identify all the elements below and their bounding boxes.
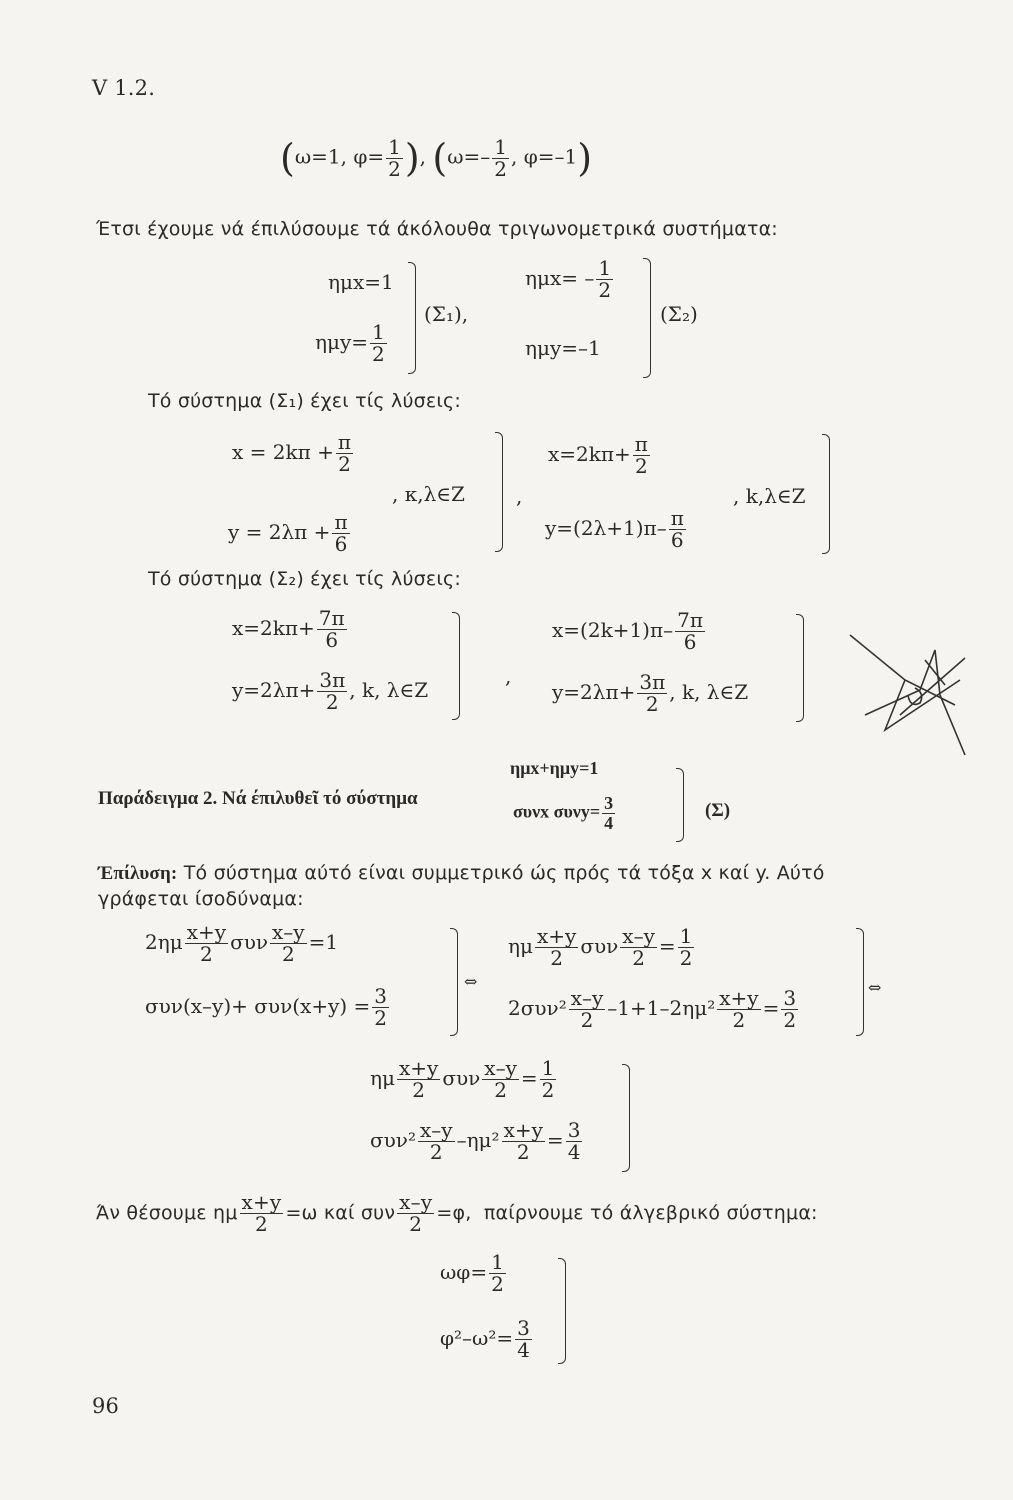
omega-phi-pairs: (ω=1, φ= $\frac{1}{2}$ ), (ω=– $\frac{1}{2}$ , φ=–1) <box>280 134 593 181</box>
s1-line1: ημx=1 <box>328 270 394 294</box>
eqB-line2: 2συν² $\frac{x-y}{2}$ –1+1–2ημ² $\frac{x+y}{2}$ = $\frac{3}{2}$ <box>508 986 797 1032</box>
alg-brace <box>558 1258 566 1364</box>
eqC-line2: συν² $\frac{x-y}{2}$ –ημ² $\frac{x+y}{2}$ = $\frac{3}{4}$ <box>370 1118 581 1164</box>
solution-line1: Έπίλυση: Τό σύστημα αύτό είναι συμμετρικό ώς πρός τά τόξα x καί y. Αύτό <box>98 862 825 884</box>
solution-line2: γράφεται ίσοδύναμα: <box>98 888 304 910</box>
sol2b-x: x=(2k+1)π– $\frac{7\pi}{6}$ <box>552 608 703 654</box>
s2-label: (Σ₂) <box>660 302 698 326</box>
sol2-sep-comma: , <box>505 664 512 688</box>
ex-line2: συνx συνy= $\frac{3}{4}$ <box>513 793 614 833</box>
eqA-line1: 2ημ $\frac{x+y}{2}$ συν $\frac{x-y}{2}$ =1 <box>145 920 339 966</box>
sys2-intro: Τό σύστημα (Σ₂) έχει τίς λύσεις: <box>148 568 461 590</box>
ex-brace <box>676 768 684 842</box>
substitution-line: Άν θέσουμε ημ $\frac{x+y}{2}$ =ω καί συν $\frac{x-y}{2}$ =φ, παίρνουμε τό άλγεβρικό σύστημα: <box>96 1190 818 1236</box>
eqB-line1: ημ $\frac{x+y}{2}$ συν $\frac{x-y}{2}$ = $\frac{1}{2}$ <box>508 924 693 970</box>
s2-line1: ημx= – $\frac{1}{2}$ <box>525 256 612 302</box>
sol1b-brace <box>822 434 830 554</box>
sol2a-brace <box>452 612 460 720</box>
s2-line2: ημy=–1 <box>525 336 601 360</box>
s2-brace <box>643 258 651 378</box>
sol2b-y: y=2λπ+ $\frac{3\pi}{2}$ , k, λ∈Z <box>552 670 749 716</box>
eqC-brace <box>622 1064 630 1172</box>
ex-label: (Σ) <box>705 800 731 821</box>
example-title: Παράδειγμα 2. Νά έπιλυθεῖ τό σύστημα <box>98 788 418 809</box>
page-number: 96 <box>92 1394 120 1418</box>
s1-line2: ημy= $\frac{1}{2}$ <box>315 320 385 366</box>
sol2a-x: x=2kπ+ $\frac{7\pi}{6}$ <box>232 606 345 652</box>
sys1-intro: Τό σύστημα (Σ₁) έχει τίς λύσεις: <box>148 390 461 412</box>
equiv-1: ⇔ <box>464 972 478 991</box>
sol1a-brace <box>495 432 503 552</box>
sol1a-y: y = 2λπ + $\frac{\pi}{6}$ <box>228 510 348 556</box>
alg-line2: φ²–ω²= $\frac{3}{4}$ <box>440 1316 530 1362</box>
sol1a-cond: , κ,λ∈Z <box>392 482 465 506</box>
s1-brace <box>408 262 416 374</box>
eqB-brace <box>856 928 864 1036</box>
eqA-brace <box>450 928 458 1036</box>
intro-text: Έτσι έχουμε νά έπιλύσουμε τά άκόλουθα τριγωνομετρικά συστήματα: <box>96 218 778 240</box>
s1-label: (Σ₁), <box>424 302 469 326</box>
eqA-line2: συν(x–y)+ συν(x+y) = $\frac{3}{2}$ <box>145 984 388 1030</box>
sol2a-y: y=2λπ+ $\frac{3\pi}{2}$ , k, λ∈Z <box>232 668 429 714</box>
section-label: V 1.2. <box>92 76 156 100</box>
sol1b-y: y=(2λ+1)π– $\frac{\pi}{6}$ <box>545 506 684 552</box>
sol1a-x: x = 2kπ + $\frac{\pi}{2}$ <box>232 430 352 476</box>
sol2b-brace <box>796 614 804 722</box>
sol1b-x: x=2kπ+ $\frac{\pi}{2}$ <box>548 432 648 478</box>
sol1b-cond: , k,λ∈Z <box>733 484 806 508</box>
equiv-2: ⇔ <box>868 978 882 997</box>
handwritten-scribble-icon <box>845 620 975 770</box>
sol-sep-comma: , <box>516 484 523 508</box>
alg-line1: ωφ= $\frac{1}{2}$ <box>440 1250 504 1296</box>
eqC-line1: ημ $\frac{x+y}{2}$ συν $\frac{x-y}{2}$ = $\frac{1}{2}$ <box>370 1056 555 1102</box>
ex-line1: ημx+ημy=1 <box>510 758 599 778</box>
